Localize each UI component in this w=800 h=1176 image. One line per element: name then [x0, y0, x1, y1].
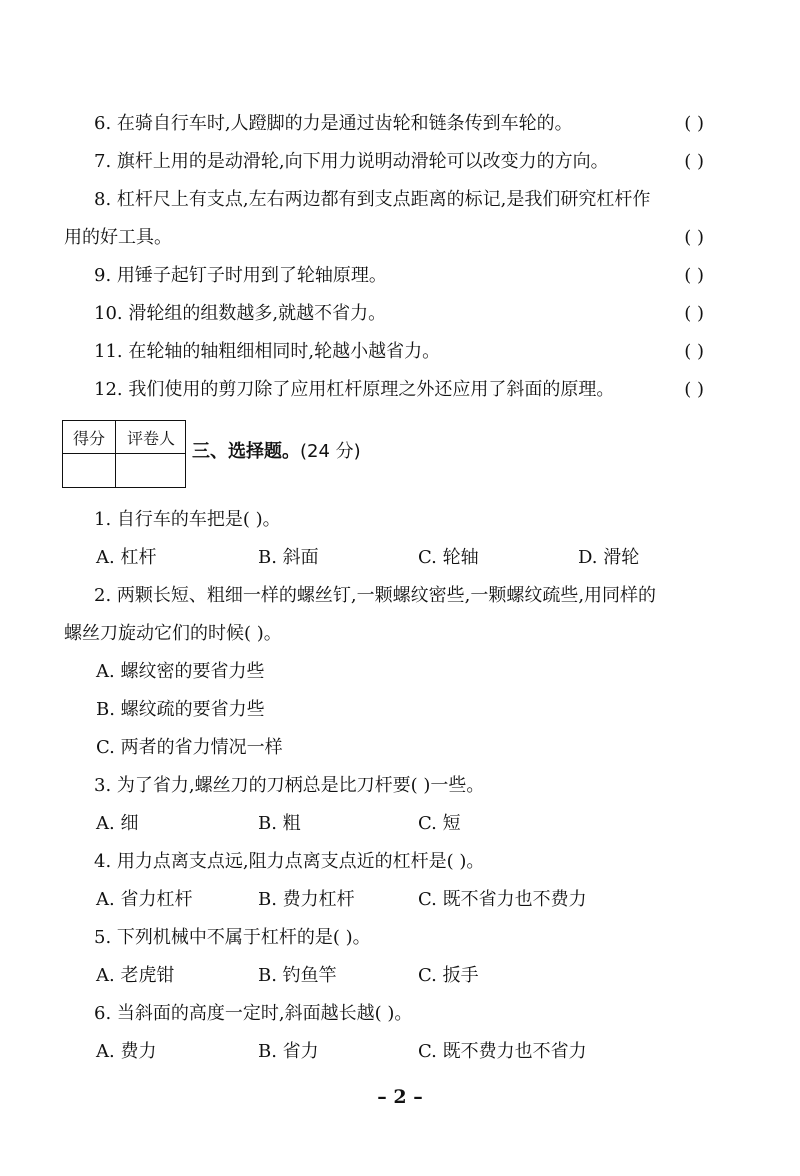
answer-bracket: ( )	[684, 341, 704, 362]
option-b: B. 斜面	[258, 547, 319, 568]
option-c: C. 既不费力也不省力	[418, 1041, 587, 1062]
judge-item-text: 11. 在轮轴的轴粗细相同时,轮越小越省力。	[94, 341, 441, 362]
judge-item-8-cont	[64, 226, 704, 250]
section-points: (24 分)	[300, 441, 361, 462]
answer-bracket: ( )	[684, 379, 704, 400]
option-b: B. 钓鱼竿	[258, 965, 337, 986]
judge-item-text: 9. 用锤子起钉子时用到了轮轴原理。	[94, 265, 387, 286]
judge-item-text: 10. 滑轮组的组数越多,就越不省力。	[94, 303, 387, 324]
judge-item-11	[64, 340, 704, 364]
option-c: C. 短	[418, 813, 461, 834]
page-number: – 2 –	[377, 1086, 423, 1108]
judge-item-text: 7. 旗杆上用的是动滑轮,向下用力说明动滑轮可以改变力的方向。	[94, 151, 609, 172]
judge-item-text: 8. 杠杆尺上有支点,左右两边都有到支点距离的标记,是我们研究杠杆作	[94, 189, 651, 210]
answer-bracket: ( )	[684, 151, 704, 172]
grader-label: 评卷人	[126, 429, 175, 448]
option-b: B. 螺纹疏的要省力些	[96, 699, 265, 720]
choice-question-6	[64, 1002, 704, 1026]
option-a: A. 费力	[96, 1041, 157, 1062]
option-a: A. 省力杠杆	[96, 889, 193, 910]
judge-item-text: 用的好工具。	[64, 227, 172, 248]
choice-question-5	[64, 926, 704, 950]
answer-bracket: ( )	[684, 227, 704, 248]
answer-bracket: ( )	[684, 113, 704, 134]
question-text: 螺丝刀旋动它们的时候( )。	[64, 623, 282, 644]
option-a: A. 螺纹密的要省力些	[96, 661, 265, 682]
option-a: A. 老虎钳	[96, 965, 175, 986]
judge-item-10	[64, 302, 704, 326]
section-title	[192, 440, 361, 464]
judge-item-text: 6. 在骑自行车时,人蹬脚的力是通过齿轮和链条传到车轮的。	[94, 113, 573, 134]
question-text: 4. 用力点离支点远,阻力点离支点近的杠杆是( )。	[94, 851, 485, 872]
answer-bracket: ( )	[684, 265, 704, 286]
judge-item-6	[64, 112, 704, 136]
choice-question-1	[64, 508, 704, 532]
judge-item-8	[64, 188, 704, 212]
option-c: C. 既不省力也不费力	[418, 889, 587, 910]
question-text: 1. 自行车的车把是( )。	[94, 509, 281, 530]
question-text: 2. 两颗长短、粗细一样的螺丝钉,一颗螺纹密些,一颗螺纹疏些,用同样的	[94, 585, 657, 606]
option-a: A. 杠杆	[96, 547, 157, 568]
choice-question-2-cont	[64, 622, 704, 646]
choice-question-3	[64, 774, 704, 798]
question-text: 3. 为了省力,螺丝刀的刀柄总是比刀杆要( )一些。	[94, 775, 485, 796]
option-b: B. 省力	[258, 1041, 319, 1062]
question-text: 6. 当斜面的高度一定时,斜面越长越( )。	[94, 1003, 413, 1024]
choice-question-4	[64, 850, 704, 874]
score-box	[62, 420, 186, 488]
judge-item-text: 12. 我们使用的剪刀除了应用杠杆原理之外还应用了斜面的原理。	[94, 379, 615, 400]
option-c: C. 轮轴	[418, 547, 479, 568]
section-heading: 三、选择题。	[192, 441, 300, 462]
judge-item-7	[64, 150, 704, 174]
option-c: C. 扳手	[418, 965, 479, 986]
option-d: D. 滑轮	[578, 547, 640, 568]
option-a: A. 细	[96, 813, 139, 834]
judge-item-12	[64, 378, 704, 402]
judge-item-9	[64, 264, 704, 288]
option-b: B. 粗	[258, 813, 301, 834]
score-label: 得分	[72, 429, 105, 448]
option-b: B. 费力杠杆	[258, 889, 355, 910]
choice-question-2	[64, 584, 704, 608]
option-c: C. 两者的省力情况一样	[96, 737, 283, 758]
question-text: 5. 下列机械中不属于杠杆的是( )。	[94, 927, 371, 948]
answer-bracket: ( )	[684, 303, 704, 324]
